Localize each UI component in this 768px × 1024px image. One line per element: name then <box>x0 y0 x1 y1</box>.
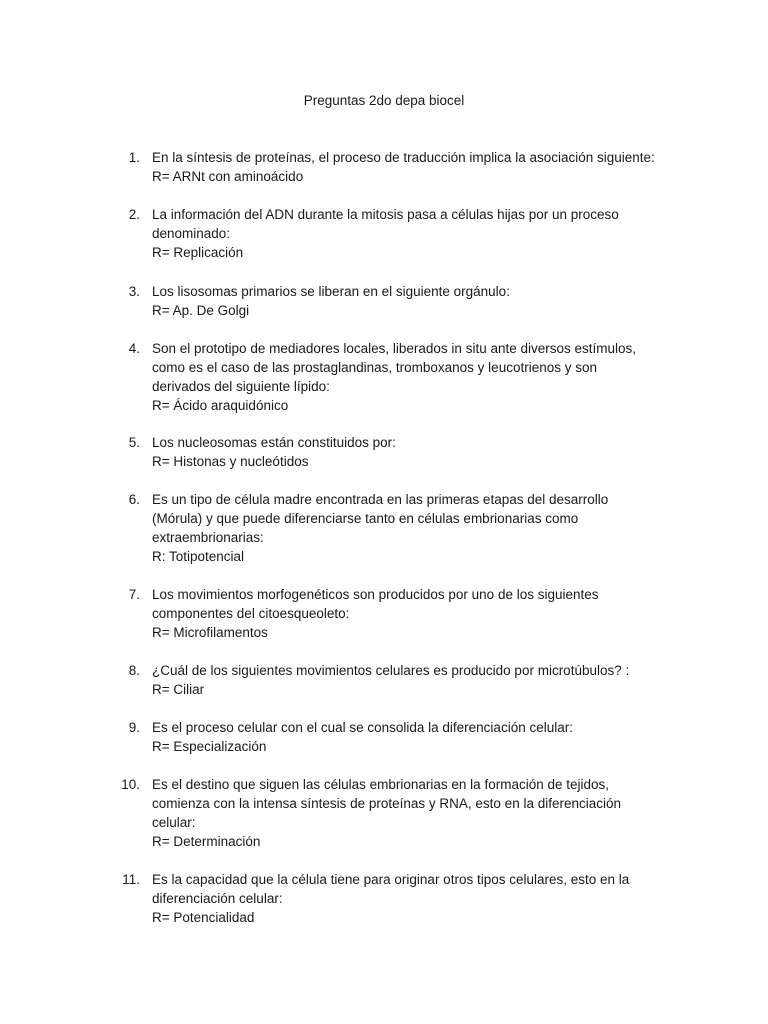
answer-text: R= Especialización <box>152 739 267 754</box>
question-text-line: Es el proceso celular con el cual se consolida la diferenciación celular: <box>152 720 573 735</box>
answer-text: R= Microfilamentos <box>152 625 268 640</box>
question-text-line: ¿Cuál de los siguientes movimientos celulares es producido por microtúbulos? : <box>152 663 630 678</box>
question-text-line: Son el prototipo de mediadores locales, liberados in situ ante diversos estímulos, <box>152 341 637 356</box>
question-number: 8. <box>128 663 140 678</box>
question-text-line: Es un tipo de célula madre encontrada en las primeras etapas del desarrollo <box>152 492 609 507</box>
question-number: 7. <box>128 587 140 602</box>
question-text-line: derivados del siguiente lípido: <box>152 379 330 394</box>
question-text-line: Es la capacidad que la célula tiene para originar otros tipos celulares, esto en la <box>152 872 630 887</box>
document-title: Preguntas 2do depa biocel <box>303 93 465 108</box>
question-text-line: Los nucleosomas están constituidos por: <box>152 435 396 450</box>
question-body <box>152 339 672 415</box>
question-body <box>152 282 672 320</box>
answer-text: R= Ácido araquidónico <box>152 398 289 413</box>
question-number: 4. <box>128 341 140 356</box>
question-body <box>152 433 672 471</box>
question-text-line: (Mórula) y que puede diferenciarse tanto en células embrionarias como <box>152 511 579 526</box>
question-number: 11. <box>122 872 140 887</box>
question-body <box>152 490 672 566</box>
question-number: 3. <box>128 284 140 299</box>
question-number: 10. <box>121 777 140 792</box>
question-text-line: En la síntesis de proteínas, el proceso de traducción implica la asociación siguiente: <box>152 150 655 165</box>
question-body <box>152 775 672 851</box>
answer-text: R= Replicación <box>152 245 244 260</box>
answer-text: R= Determinación <box>152 834 261 849</box>
answer-text: R= Histonas y nucleótidos <box>152 454 309 469</box>
question-number: 5. <box>128 435 140 450</box>
question-number: 1. <box>128 150 140 165</box>
answer-text: R= Ap. De Golgi <box>152 303 250 318</box>
question-text-line: comienza con la intensa síntesis de proteínas y RNA, esto en la diferenciación <box>152 796 622 811</box>
question-body <box>152 718 672 756</box>
answer-text: R= Ciliar <box>152 682 205 697</box>
answer-text: R= Potencialidad <box>152 910 255 925</box>
question-body <box>152 148 672 186</box>
question-number: 2. <box>128 207 140 222</box>
question-body <box>152 585 672 642</box>
question-body <box>152 870 672 927</box>
answer-text: R: Totipotencial <box>152 549 245 564</box>
question-text-line: Los movimientos morfogenéticos son producidos por uno de los siguientes <box>152 587 599 602</box>
question-text-line: celular: <box>152 815 196 830</box>
question-text-line: Es el destino que siguen las células embrionarias en la formación de tejidos, <box>152 777 610 792</box>
question-text-line: como es el caso de las prostaglandinas, tromboxanos y leucotrienos y son <box>152 360 597 375</box>
question-text-line: componentes del citoesqueoleto: <box>152 606 350 621</box>
question-number: 9. <box>128 720 140 735</box>
question-text-line: Los lisosomas primarios se liberan en el siguiente orgánulo: <box>152 284 510 299</box>
question-text-line: diferenciación celular: <box>152 891 283 906</box>
answer-text: R= ARNt con aminoácido <box>152 169 304 184</box>
question-text-line: La información del ADN durante la mitosis pasa a células hijas por un proceso <box>152 207 619 222</box>
question-text-line: denominado: <box>152 226 231 241</box>
question-body <box>152 205 672 262</box>
question-number: 6. <box>128 492 140 507</box>
question-body <box>152 661 672 699</box>
question-text-line: extraembrionarias: <box>152 530 264 545</box>
